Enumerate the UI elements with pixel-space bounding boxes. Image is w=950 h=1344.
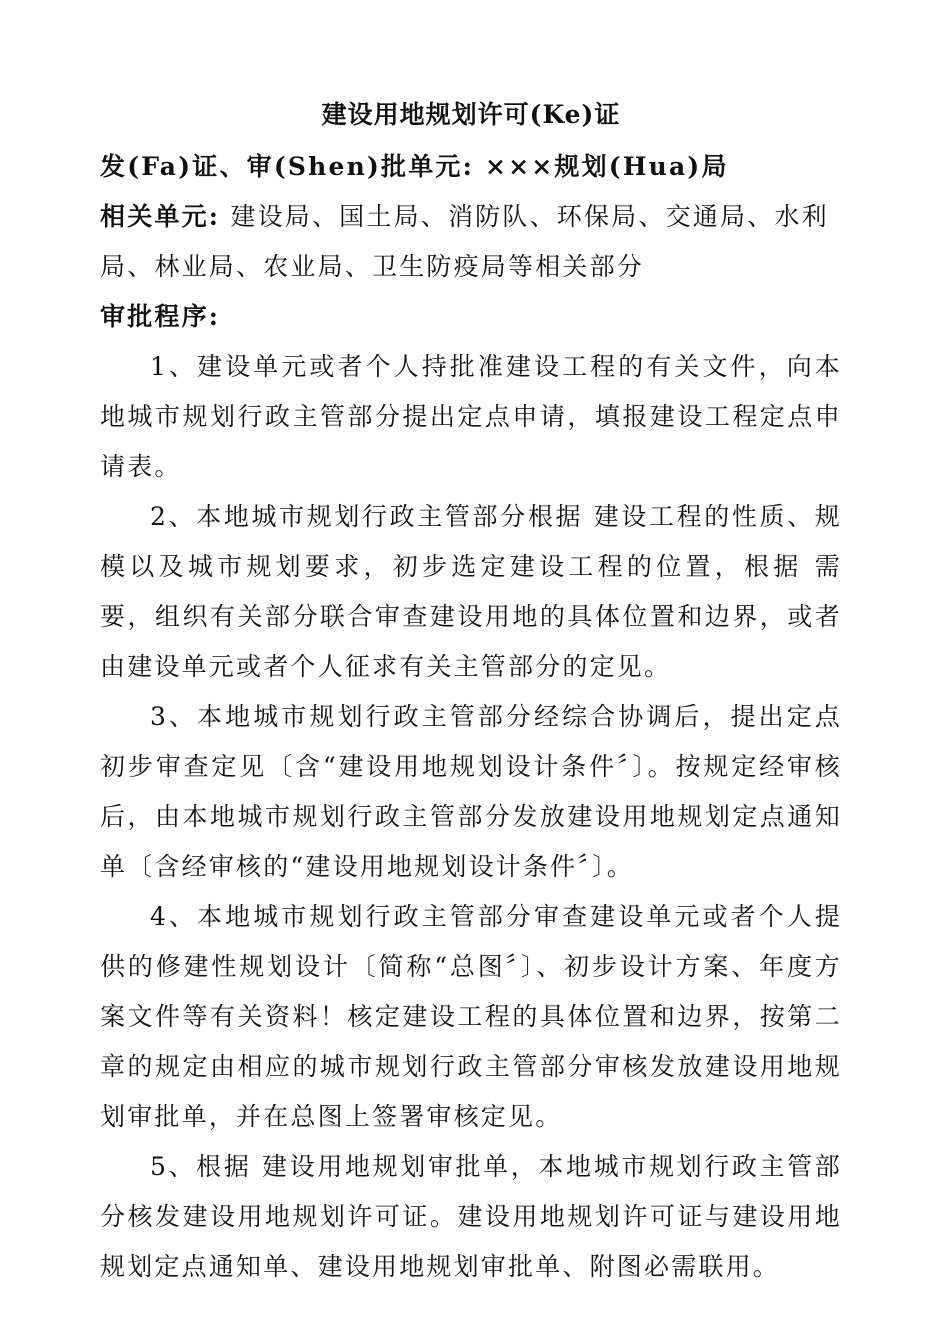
procedure-heading: 审批程序:	[100, 302, 221, 331]
related-units-label: 相关单元:	[100, 202, 221, 231]
issuer-value: ×××规划(Hua)局	[474, 152, 729, 181]
related-units-line	[100, 192, 842, 292]
procedure-step-5: 5、根据 建设用地规划审批单，本地城市规划行政主管部分核发建设用地规划许可证。建设用地规划许可证与建设用地规划定点通知单、建设用地规划审批单、附图必需联用。	[100, 1152, 842, 1281]
procedure-step-3: 3、本地城市规划行政主管部分经综合协调后，提出定点初步审查定见〔含“建设用地规划设计条件〞〕。按规定经审核后，由本地城市规划行政主管部分发放建设用地规划定点通知单〔含经审核的“建设用地规划设计条件〞〕。	[100, 702, 842, 881]
procedure-step-1: 1、建设单元或者个人持批准建设工程的有关文件，向本地城市规划行政主管部分提出定点申请，填报建设工程定点申请表。	[100, 352, 842, 481]
issuer-line	[100, 142, 842, 192]
document-title: 建设用地规划许可(Ke)证	[321, 100, 621, 129]
issuer-label: 发(Fa)证、审(Shen)批单元:	[100, 152, 475, 181]
related-units-value: 建设局、国土局、消防队、环保局、交通局、水利局、林业局、农业局、卫生防疫局等相关部分	[100, 202, 829, 281]
procedure-step-2: 2、本地城市规划行政主管部分根据 建设工程的性质、规模以及城市规划要求，初步选定建设工程的位置，根据 需要，组织有关部分联合审查建设用地的具体位置和边界，或者由建设单元或者个人征求有关主管部分的定见。	[100, 502, 842, 681]
procedure-step-4: 4、本地城市规划行政主管部分审查建设单元或者个人提供的修建性规划设计〔简称“总图〞〕、初步设计方案、年度方案文件等有关资料！核定建设工程的具体位置和边界，按第二章的规定由相应的城市规划行政主管部分审核发放建设用地规划审批单，并在总图上签署审核定见。	[100, 902, 842, 1131]
